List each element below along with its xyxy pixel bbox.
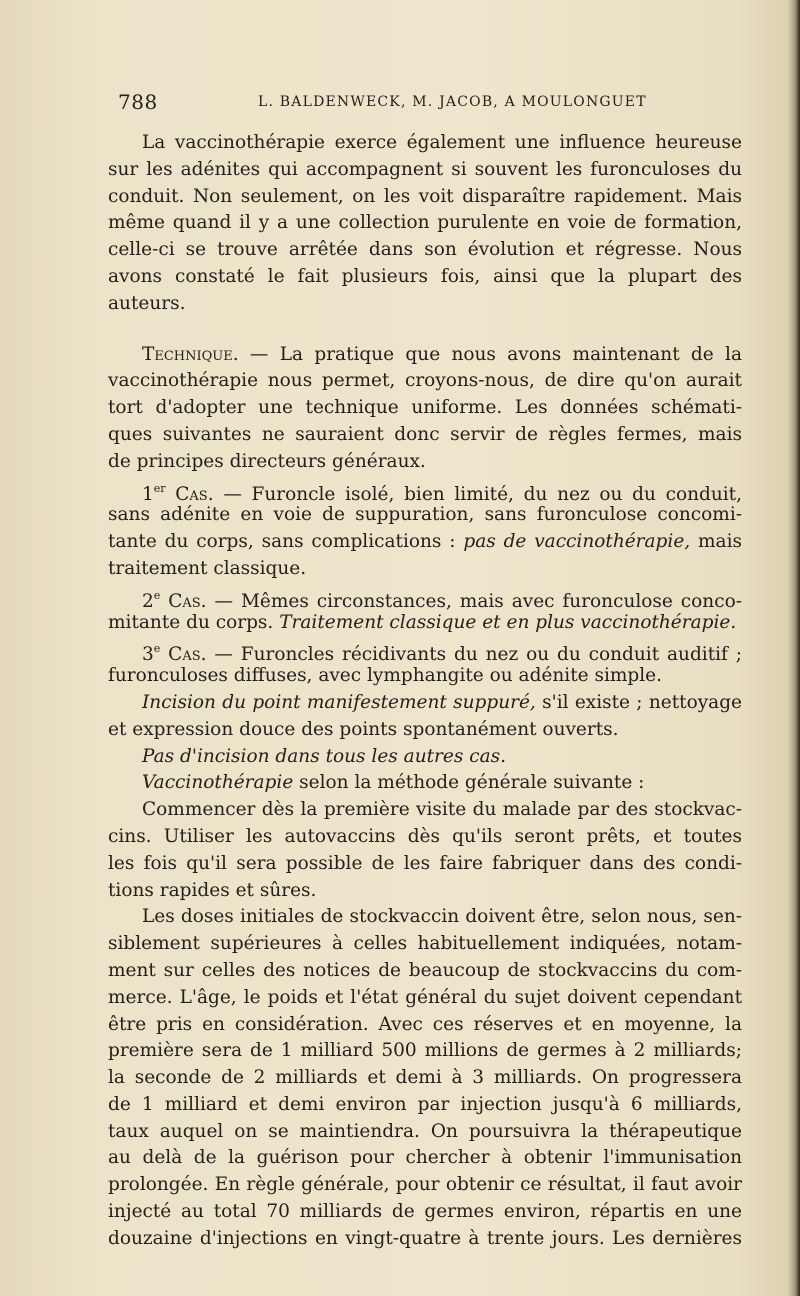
text-line: les fois qu'il sera possible de les faire fabriquer dans des condi- — [108, 852, 742, 874]
page-edge-shadow — [788, 0, 800, 1296]
text-line: prolongée. En règle générale, pour obtenir ce résultat, il faut avoir — [108, 1174, 742, 1196]
text-line: Commencer dès la première visite du malade par des stockvac- — [142, 799, 742, 821]
italic-span: pas de vaccinothérapie, — [463, 531, 691, 553]
case-label: Cas. — [168, 590, 207, 612]
text-line: être pris en considération. Avec ces réserves et en moyenne, la — [108, 1013, 742, 1035]
italic-span: Incision du point manifestement suppuré, — [142, 691, 536, 713]
text-line: la seconde de 2 milliards et demi à 3 milliards. On progressera — [108, 1067, 742, 1089]
text-line: ment sur celles des notices de beaucoup de stockvaccins du com- — [108, 959, 742, 981]
text-span: mais — [698, 531, 742, 553]
text-line: première sera de 1 milliard 500 millions de germes à 2 milliards; — [108, 1040, 742, 1062]
text-line: sans adénite en voie de suppuration, sans furonculose concomi- — [108, 504, 742, 526]
technique-heading: Technique. — [142, 343, 239, 365]
text-line: même quand il y a une collection purulente en voie de formation, — [108, 212, 742, 234]
case-2-line — [108, 583, 742, 610]
text-line: sur les adénites qui accompagnent si souvent les furonculoses du — [108, 158, 742, 180]
case-superscript: e — [153, 588, 161, 602]
case-1-line — [108, 476, 742, 503]
text-line: celle-ci se trouve arrêtée dans son évolution et régresse. Nous — [108, 239, 742, 261]
text-span: s'il existe ; nettoyage — [542, 691, 742, 713]
text-line: au delà de la guérison pour chercher à obtenir l'immunisation — [108, 1147, 742, 1169]
text-line — [108, 610, 742, 637]
case-number: 1 — [142, 483, 154, 505]
text-line: furonculoses diffuses, avec lymphangite ou adénite simple. — [108, 665, 663, 687]
running-head: L. BALDENWECK, M. JACOB, A MOULONGUET — [258, 94, 647, 110]
case-superscript: er — [153, 481, 166, 495]
text-span: — Furoncles récidivants du nez ou du conduit auditif ; — [214, 644, 743, 666]
text-span: selon la méthode générale suivante : — [299, 772, 645, 794]
text-line: auteurs. — [108, 292, 186, 314]
case-label: Cas. — [168, 644, 207, 666]
case-superscript: e — [153, 642, 161, 656]
text-line — [108, 529, 742, 556]
text-line: Les doses initiales de stockvaccin doivent être, selon nous, sen- — [142, 906, 742, 928]
incision-line — [108, 690, 742, 717]
text-line: avons constaté le fait plusieurs fois, ainsi que la plupart des — [108, 265, 742, 287]
text-line: injecté au total 70 milliards de germes environ, répartis en une — [108, 1201, 742, 1223]
text-line: La vaccinothérapie exerce également une influence heureuse — [142, 132, 742, 153]
text-line: cins. Utiliser les autovaccins dès qu'ils seront prêts, et toutes — [108, 825, 742, 847]
page-number: 788 — [118, 90, 158, 114]
text-span: — Furoncle isolé, bien limité, du nez ou du conduit, — [223, 483, 742, 505]
text-span: — La pratique que nous avons maintenant de la — [249, 343, 742, 365]
text-line: tort d'adopter une technique uniforme. Les données schémati- — [108, 397, 742, 419]
vaccinotherapie-line — [108, 770, 742, 797]
text-line: taux auquel on se maintiendra. On poursuivra la thérapeutique — [108, 1120, 742, 1142]
italic-span: Pas d'incision dans tous les autres cas. — [142, 745, 506, 767]
text-line: conduit. Non seulement, on les voit disparaître rapidement. Mais — [108, 185, 742, 207]
text-line: vaccinothérapie nous permet, croyons-nous, de dire qu'on aurait — [108, 370, 742, 392]
text-line: douzaine d'injections en vingt-quatre à trente jours. Les dernières — [108, 1227, 742, 1249]
text-line: de principes directeurs généraux. — [108, 450, 426, 472]
text-span: — Mêmes circonstances, mais avec furonculose conco- — [214, 590, 742, 612]
text-line — [108, 744, 742, 771]
case-number: 2 — [142, 590, 154, 612]
text-line: de 1 milliard et demi environ par injection jusqu'à 6 milliards, — [108, 1093, 742, 1115]
case-label: Cas. — [175, 483, 214, 505]
italic-span: Vaccinothérapie — [142, 772, 294, 794]
technique-line — [108, 342, 742, 369]
text-span: mitante du corps. — [108, 611, 274, 633]
text-span: tante du corps, sans complications : — [108, 531, 456, 553]
text-line: traitement classique. — [108, 557, 307, 579]
case-number: 3 — [142, 644, 154, 666]
text-line: et expression douce des points spontanément ouverts. — [108, 718, 619, 740]
italic-span: Traitement classique et en plus vaccinothérapie. — [279, 611, 737, 633]
page-header — [118, 90, 748, 114]
text-line: ques suivantes ne sauraient donc servir de règles fermes, mais — [108, 423, 742, 445]
text-line: siblement supérieures à celles habituellement indiquées, notam- — [108, 933, 742, 955]
case-3-line — [108, 636, 743, 666]
text-line: merce. L'âge, le poids et l'état général du sujet doivent cependant — [108, 986, 742, 1008]
body-text — [108, 130, 742, 1253]
text-line: tions rapides et sûres. — [108, 879, 317, 901]
